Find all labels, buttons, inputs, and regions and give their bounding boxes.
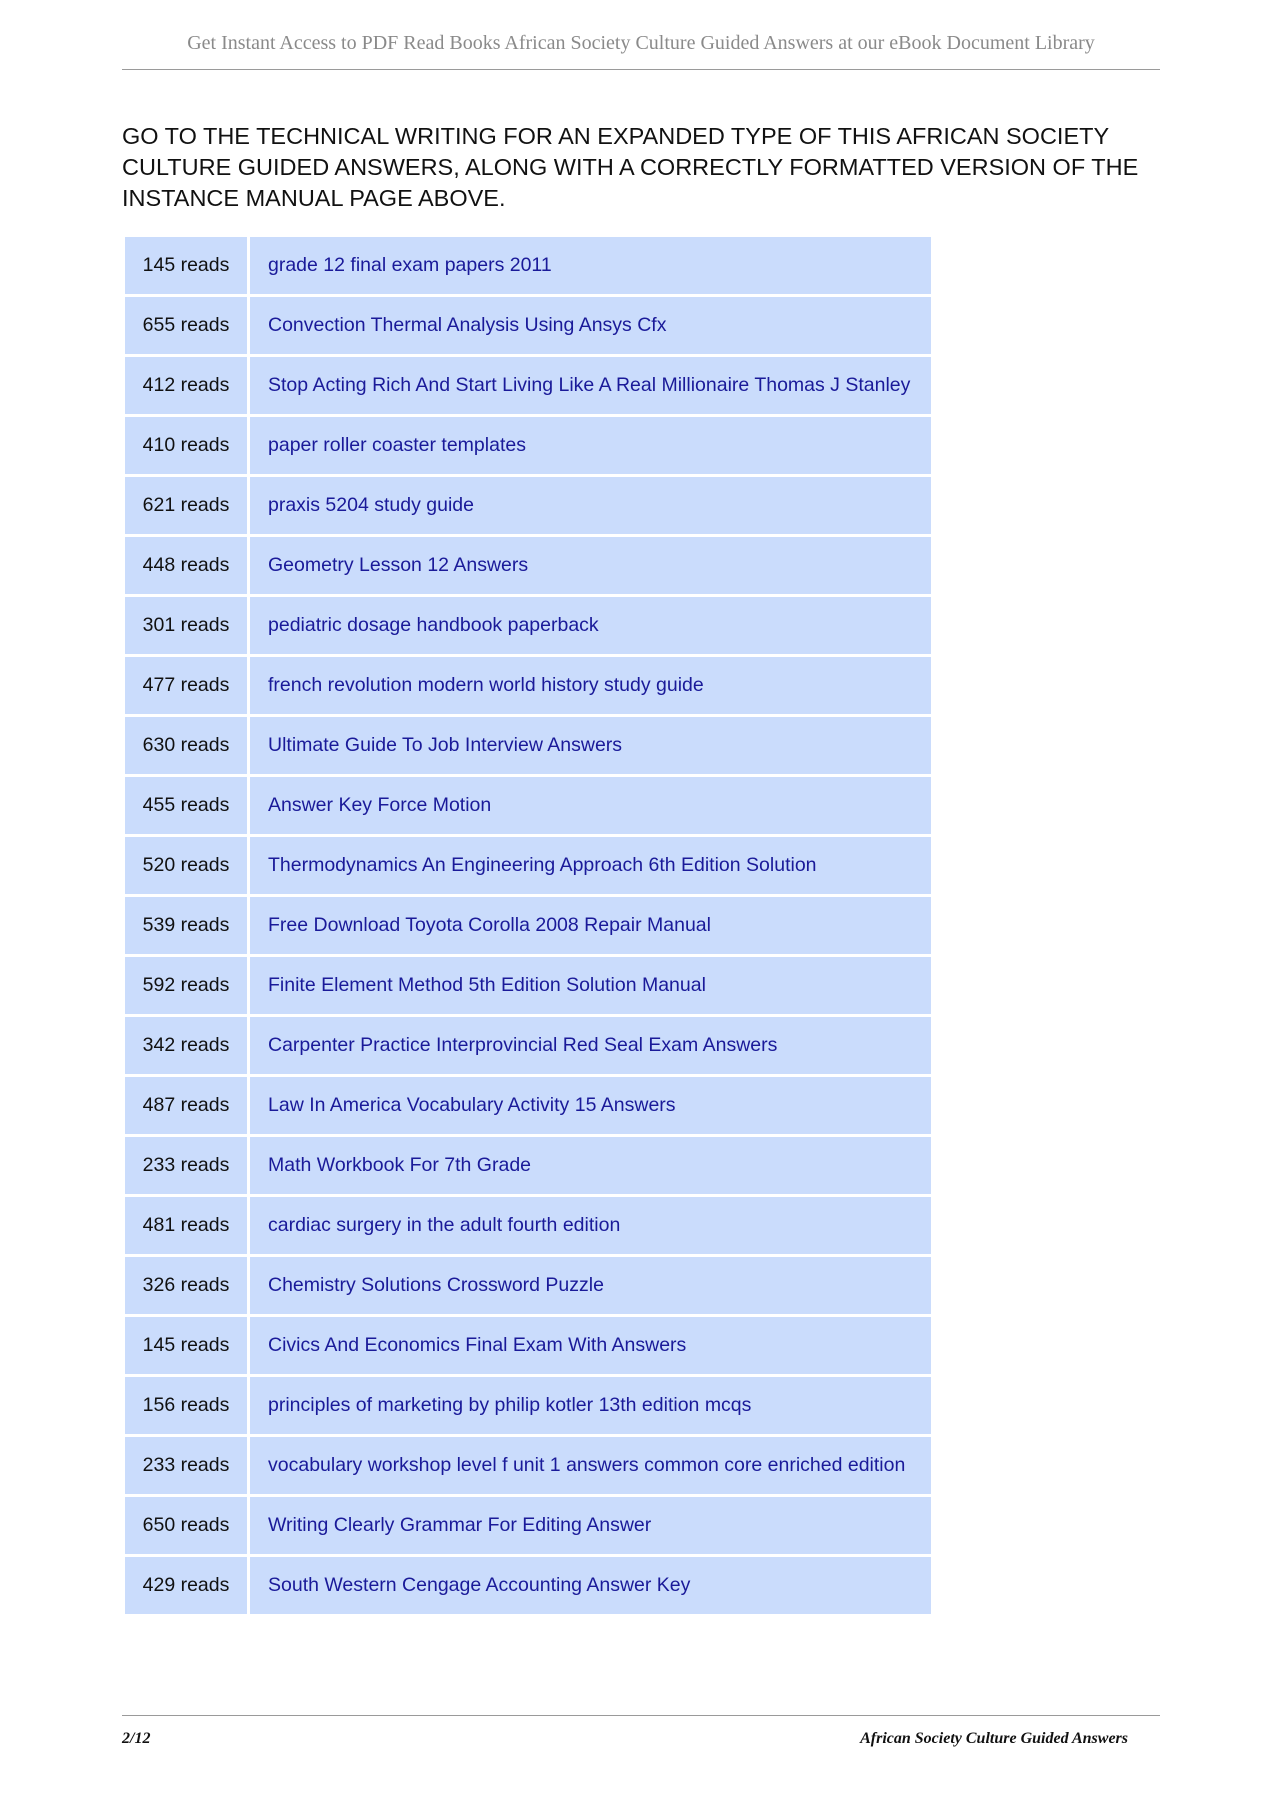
- book-title-link[interactable]: grade 12 final exam papers 2011: [250, 237, 931, 294]
- book-title-link[interactable]: praxis 5204 study guide: [250, 477, 931, 534]
- book-title-link[interactable]: Answer Key Force Motion: [250, 777, 931, 834]
- page-header: [122, 0, 1160, 70]
- reads-count: 410 reads: [125, 417, 247, 474]
- reads-table: [122, 234, 934, 1617]
- book-title-link[interactable]: South Western Cengage Accounting Answer Key: [250, 1557, 931, 1614]
- table-row: [125, 717, 931, 774]
- reads-count: 448 reads: [125, 537, 247, 594]
- table-row: [125, 1197, 931, 1254]
- reads-count: 455 reads: [125, 777, 247, 834]
- table-row: [125, 537, 931, 594]
- book-title-link[interactable]: Finite Element Method 5th Edition Solution Manual: [250, 957, 931, 1014]
- footer-title: African Society Culture Guided Answers: [860, 1730, 1128, 1747]
- table-row: [125, 657, 931, 714]
- table-row: [125, 1557, 931, 1614]
- reads-count: 592 reads: [125, 957, 247, 1014]
- book-title-link[interactable]: Law In America Vocabulary Activity 15 Answers: [250, 1077, 931, 1134]
- reads-count: 156 reads: [125, 1377, 247, 1434]
- reads-count: 520 reads: [125, 837, 247, 894]
- table-row: [125, 1257, 931, 1314]
- reads-count: 650 reads: [125, 1497, 247, 1554]
- table-row: [125, 477, 931, 534]
- reads-count: 342 reads: [125, 1017, 247, 1074]
- reads-count: 630 reads: [125, 717, 247, 774]
- reads-count: 429 reads: [125, 1557, 247, 1614]
- book-title-link[interactable]: vocabulary workshop level f unit 1 answers common core enriched edition: [250, 1437, 931, 1494]
- book-title-link[interactable]: pediatric dosage handbook paperback: [250, 597, 931, 654]
- table-row: [125, 417, 931, 474]
- table-row: [125, 957, 931, 1014]
- table-row: [125, 897, 931, 954]
- header-text[interactable]: Get Instant Access to PDF Read Books African Society Culture Guided Answers at our eBook Document Library: [187, 32, 1095, 54]
- reads-count: 145 reads: [125, 1317, 247, 1374]
- table-row: [125, 1377, 931, 1434]
- reads-count: 326 reads: [125, 1257, 247, 1314]
- table-row: [125, 1137, 931, 1194]
- reads-count: 655 reads: [125, 297, 247, 354]
- book-title-link[interactable]: Ultimate Guide To Job Interview Answers: [250, 717, 931, 774]
- reads-count: 233 reads: [125, 1137, 247, 1194]
- reads-count: 487 reads: [125, 1077, 247, 1134]
- reads-count: 539 reads: [125, 897, 247, 954]
- book-title-link[interactable]: Geometry Lesson 12 Answers: [250, 537, 931, 594]
- book-title-link[interactable]: Free Download Toyota Corolla 2008 Repair Manual: [250, 897, 931, 954]
- reads-count: 477 reads: [125, 657, 247, 714]
- book-title-link[interactable]: french revolution modern world history study guide: [250, 657, 931, 714]
- book-title-link[interactable]: principles of marketing by philip kotler 13th edition mcqs: [250, 1377, 931, 1434]
- reads-count: 145 reads: [125, 237, 247, 294]
- book-title-link[interactable]: cardiac surgery in the adult fourth edition: [250, 1197, 931, 1254]
- table-row: [125, 1017, 931, 1074]
- book-title-link[interactable]: Writing Clearly Grammar For Editing Answer: [250, 1497, 931, 1554]
- book-title-link[interactable]: paper roller coaster templates: [250, 417, 931, 474]
- book-title-link[interactable]: Stop Acting Rich And Start Living Like A Real Millionaire Thomas J Stanley: [250, 357, 931, 414]
- table-row: [125, 357, 931, 414]
- book-title-link[interactable]: Thermodynamics An Engineering Approach 6th Edition Solution: [250, 837, 931, 894]
- reads-count: 233 reads: [125, 1437, 247, 1494]
- table-row: [125, 1077, 931, 1134]
- book-title-link[interactable]: Chemistry Solutions Crossword Puzzle: [250, 1257, 931, 1314]
- reads-count: 621 reads: [125, 477, 247, 534]
- page-footer: [122, 1715, 1160, 1756]
- reads-count: 412 reads: [125, 357, 247, 414]
- intro-paragraph: GO TO THE TECHNICAL WRITING FOR AN EXPANDED TYPE OF THIS AFRICAN SOCIETY CULTURE GUIDED ANSWERS, ALONG WITH A CORRECTLY FORMATTED VERSION OF THE INSTANCE MANUAL PAGE ABOVE.: [122, 123, 1139, 211]
- book-title-link[interactable]: Civics And Economics Final Exam With Answers: [250, 1317, 931, 1374]
- book-title-link[interactable]: Carpenter Practice Interprovincial Red Seal Exam Answers: [250, 1017, 931, 1074]
- reads-count: 481 reads: [125, 1197, 247, 1254]
- page-number: 2/12: [122, 1730, 151, 1747]
- table-row: [125, 1497, 931, 1554]
- table-row: [125, 837, 931, 894]
- reads-count: 301 reads: [125, 597, 247, 654]
- book-title-link[interactable]: Math Workbook For 7th Grade: [250, 1137, 931, 1194]
- table-row: [125, 777, 931, 834]
- table-row: [125, 597, 931, 654]
- table-row: [125, 1437, 931, 1494]
- table-row: [125, 1317, 931, 1374]
- table-row: [125, 297, 931, 354]
- book-title-link[interactable]: Convection Thermal Analysis Using Ansys Cfx: [250, 297, 931, 354]
- table-row: [125, 237, 931, 294]
